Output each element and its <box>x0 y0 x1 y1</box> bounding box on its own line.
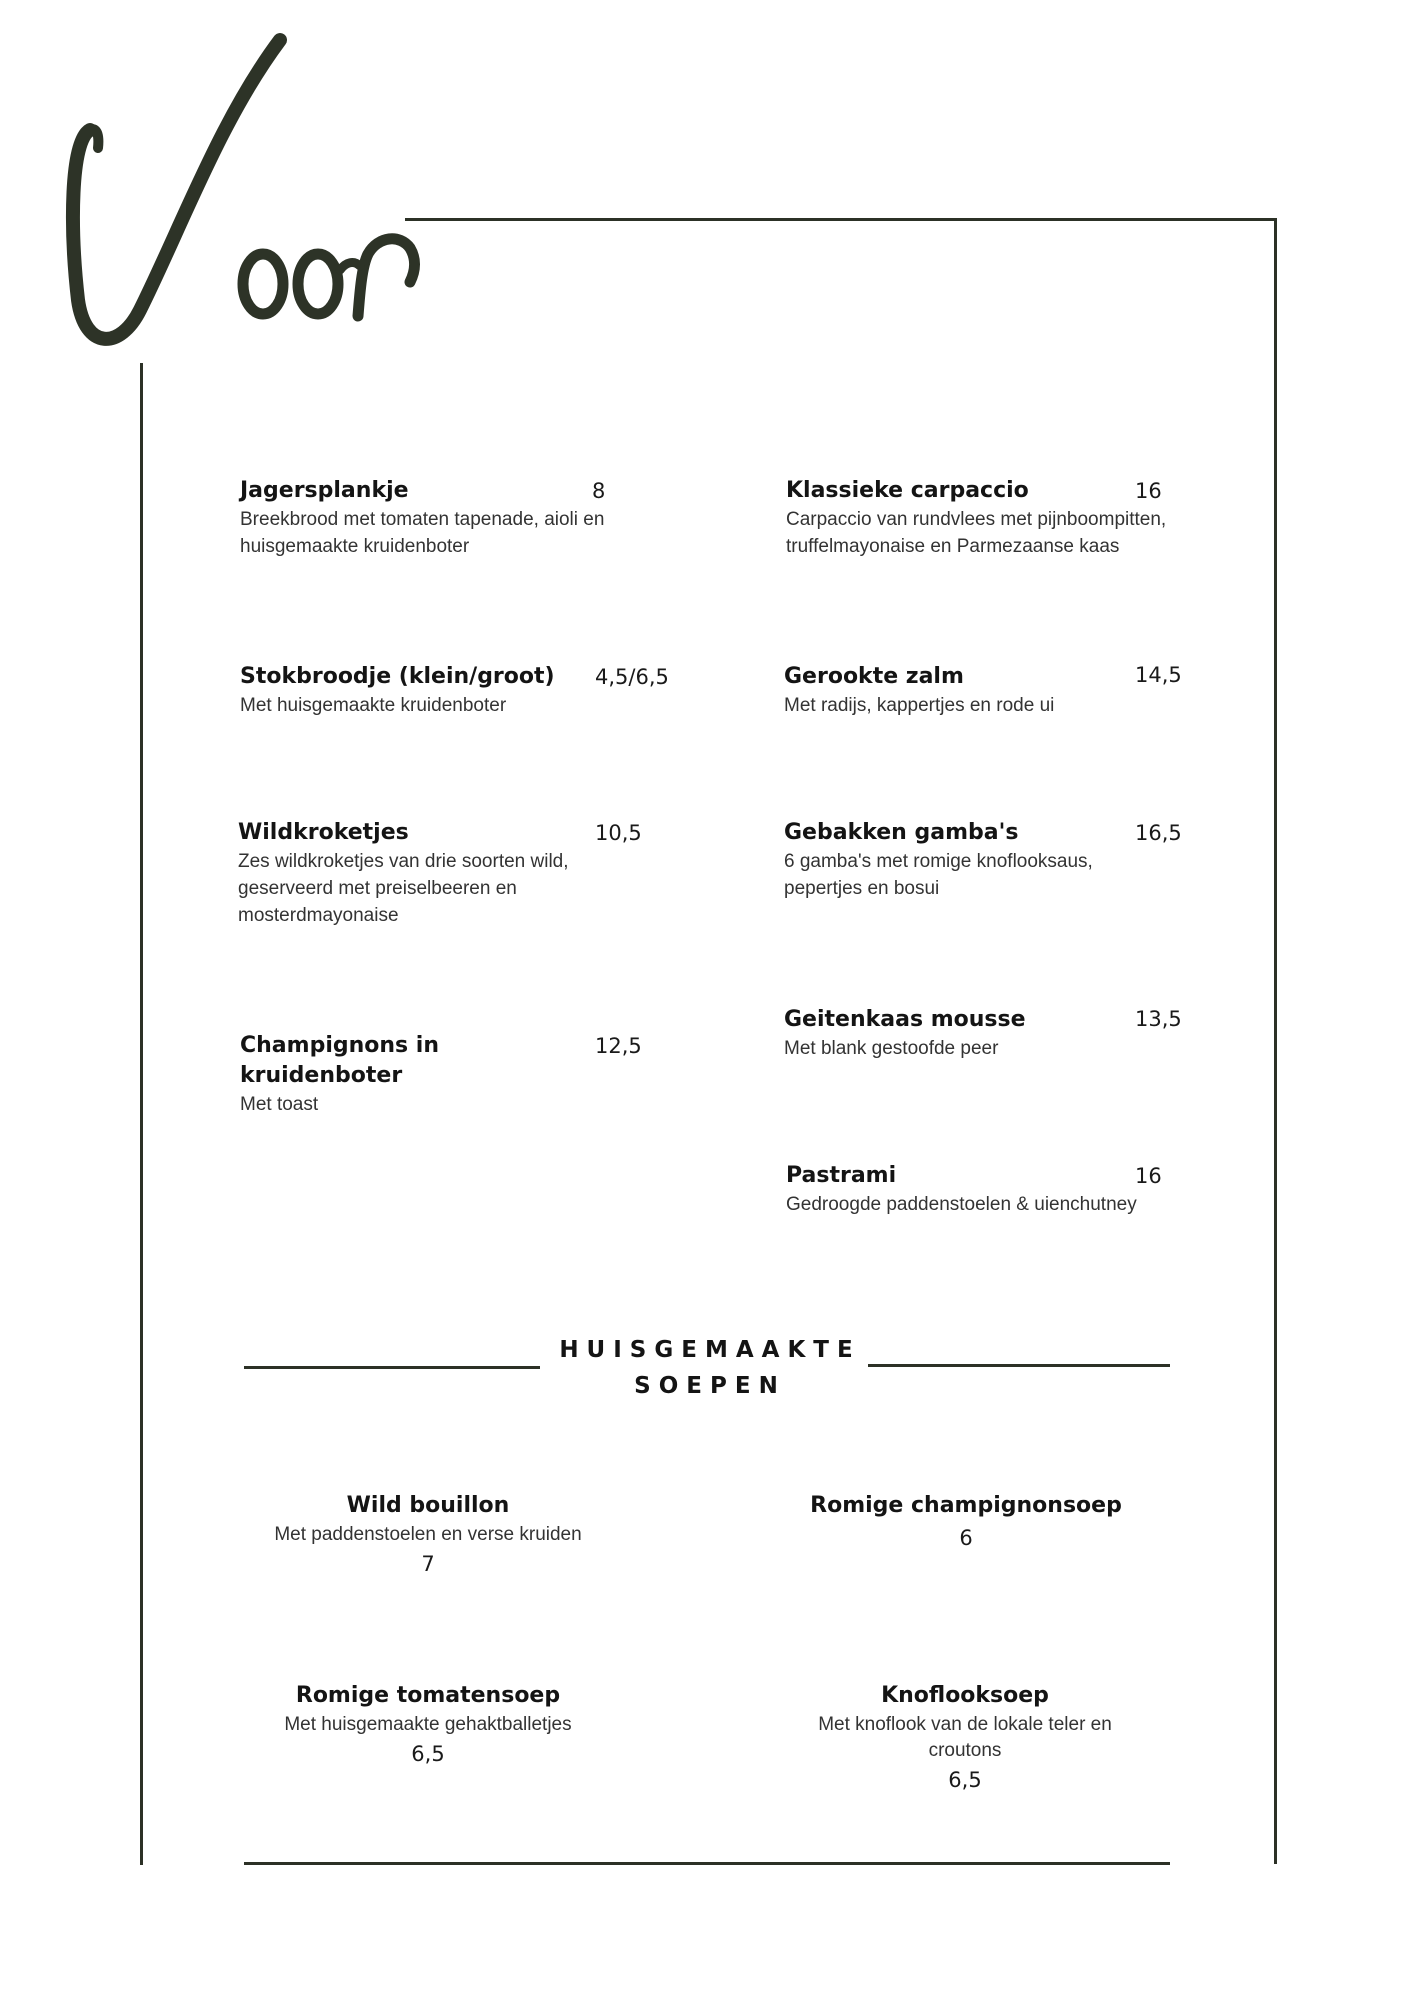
item-description: Met toast <box>240 1094 319 1115</box>
frame-top-line <box>405 218 1277 221</box>
soup-price: 6,5 <box>411 1742 445 1766</box>
page-title-script <box>60 30 460 360</box>
item-price: 8 <box>592 479 606 503</box>
section-heading-soups <box>540 1332 880 1404</box>
soup-description: Met knoflook van de lokale teler en croutons <box>818 1714 1112 1761</box>
item-description: 6 gamba's met romige knoflooksaus, pepertjes en bosui <box>784 851 1093 899</box>
menu-item <box>240 476 610 560</box>
menu-item <box>238 818 588 929</box>
item-name: Gebakken gamba's <box>784 820 1019 845</box>
item-description: Breekbrood met tomaten tapenade, aioli en huisgemaakte kruidenboter <box>240 509 605 557</box>
soup-price: 7 <box>421 1552 435 1576</box>
item-name: Klassieke carpaccio <box>786 478 1029 503</box>
section-divider-left <box>244 1366 540 1369</box>
item-description: Met huisgemaakte kruidenboter <box>240 695 507 716</box>
soup-description: Met huisgemaakte gehaktballetjes <box>284 1714 572 1735</box>
item-price: 16 <box>1135 479 1162 503</box>
item-price: 13,5 <box>1135 1007 1182 1031</box>
soup-item <box>776 1490 1156 1554</box>
soup-item <box>238 1490 618 1580</box>
menu-item <box>786 476 1176 560</box>
frame-right-line <box>1274 218 1277 1864</box>
soup-price: 6 <box>959 1526 973 1550</box>
soup-item <box>800 1680 1130 1796</box>
soup-name: Wild bouillon <box>346 1493 510 1518</box>
menu-item <box>786 1161 1166 1218</box>
soup-item <box>238 1680 618 1770</box>
soup-name: Romige tomatensoep <box>295 1683 561 1708</box>
frame-bottom-line <box>244 1862 1170 1865</box>
frame-left-line <box>140 363 143 1865</box>
section-heading-line-1: HUISGEMAAKTE <box>559 1337 861 1363</box>
item-description: Carpaccio van rundvlees met pijnboompitten, truffelmayonaise en Parmezaanse kaas <box>786 509 1167 557</box>
item-price: 4,5/6,5 <box>595 665 669 689</box>
item-price: 12,5 <box>595 1034 642 1058</box>
item-name: Wildkroketjes <box>238 820 409 845</box>
item-name: Stokbroodje (klein/groot) <box>240 664 555 689</box>
soup-name: Romige champignonsoep <box>810 1493 1122 1518</box>
item-name: Gerookte zalm <box>784 664 964 689</box>
item-name: Geitenkaas mousse <box>784 1007 1026 1032</box>
section-heading-line-2: SOEPEN <box>634 1373 786 1399</box>
section-divider-right <box>868 1364 1170 1367</box>
item-price: 16,5 <box>1135 821 1182 845</box>
menu-item <box>784 1005 1114 1062</box>
item-description: Met blank gestoofde peer <box>784 1038 999 1059</box>
soup-description: Met paddenstoelen en verse kruiden <box>274 1524 582 1545</box>
item-price: 16 <box>1135 1164 1162 1188</box>
soup-name: Knoflooksoep <box>881 1683 1049 1708</box>
item-description: Gedroogde paddenstoelen & uienchutney <box>786 1194 1137 1215</box>
soup-price: 6,5 <box>948 1768 982 1792</box>
item-name: Jagersplankje <box>240 478 409 503</box>
item-price: 14,5 <box>1135 663 1182 687</box>
item-name: Champignons in kruidenboter <box>240 1033 440 1088</box>
menu-item <box>784 818 1114 902</box>
item-name: Pastrami <box>786 1163 897 1188</box>
menu-item <box>240 662 600 719</box>
menu-item <box>784 662 1124 719</box>
item-description: Zes wildkroketjes van drie soorten wild, geserveerd met preiselbeeren en mosterdmayonaise <box>238 851 569 926</box>
item-price: 10,5 <box>595 821 642 845</box>
menu-item <box>240 1031 480 1118</box>
item-description: Met radijs, kappertjes en rode ui <box>784 695 1055 716</box>
